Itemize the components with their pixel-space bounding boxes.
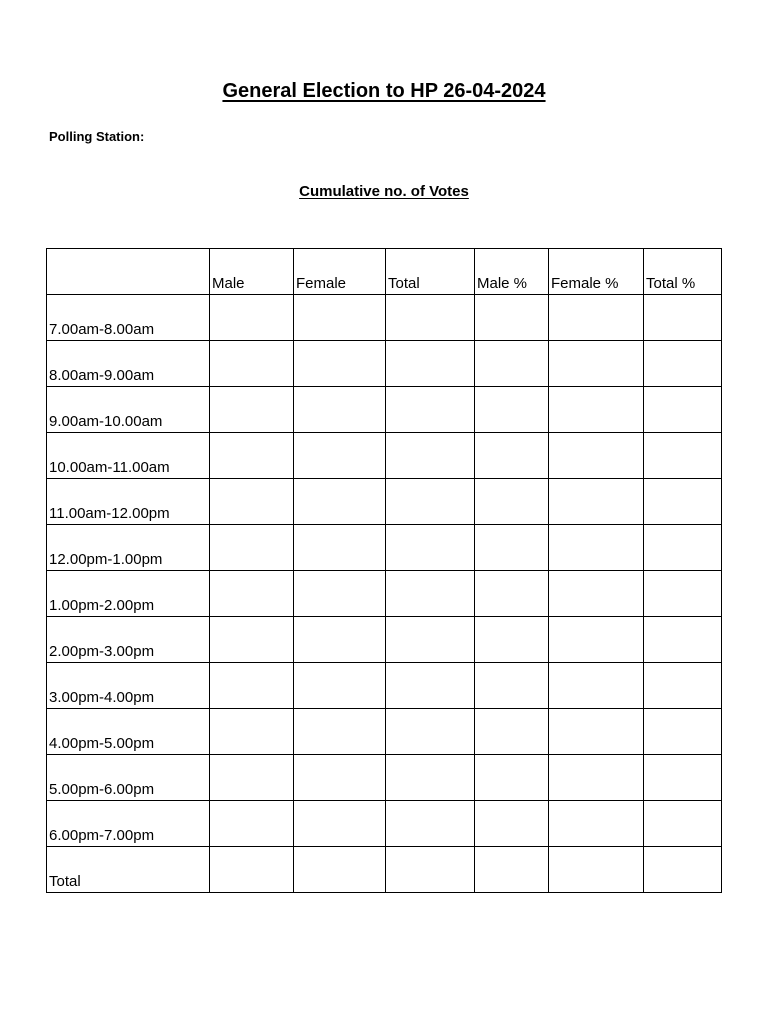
blank-entry-cell bbox=[475, 479, 549, 525]
table-row bbox=[47, 295, 722, 341]
table-row bbox=[47, 847, 722, 893]
blank-entry-cell bbox=[210, 479, 294, 525]
blank-entry-cell bbox=[386, 617, 475, 663]
blank-entry-cell bbox=[644, 847, 722, 893]
table-row bbox=[47, 617, 722, 663]
blank-entry-cell bbox=[294, 571, 386, 617]
blank-entry-cell bbox=[386, 433, 475, 479]
votes-table-body bbox=[47, 249, 722, 893]
blank-entry-cell bbox=[294, 709, 386, 755]
header-cell-total-percent: Total % bbox=[644, 249, 722, 295]
blank-entry-cell bbox=[475, 663, 549, 709]
table-row bbox=[47, 571, 722, 617]
blank-entry-cell bbox=[644, 709, 722, 755]
row-label-cell: 10.00am-11.00am bbox=[47, 433, 210, 479]
votes-table bbox=[46, 248, 722, 893]
blank-entry-cell bbox=[644, 433, 722, 479]
blank-entry-cell bbox=[644, 617, 722, 663]
blank-entry-cell bbox=[294, 755, 386, 801]
blank-entry-cell bbox=[644, 525, 722, 571]
blank-entry-cell bbox=[386, 571, 475, 617]
blank-entry-cell bbox=[644, 571, 722, 617]
table-row bbox=[47, 755, 722, 801]
blank-entry-cell bbox=[549, 387, 644, 433]
blank-entry-cell bbox=[210, 709, 294, 755]
blank-entry-cell bbox=[210, 433, 294, 479]
row-label-cell: 3.00pm-4.00pm bbox=[47, 663, 210, 709]
blank-entry-cell bbox=[549, 847, 644, 893]
blank-entry-cell bbox=[294, 525, 386, 571]
blank-entry-cell bbox=[294, 387, 386, 433]
header-cell-female-percent: Female % bbox=[549, 249, 644, 295]
blank-entry-cell bbox=[210, 387, 294, 433]
blank-entry-cell bbox=[210, 801, 294, 847]
blank-entry-cell bbox=[549, 433, 644, 479]
blank-entry-cell bbox=[210, 663, 294, 709]
blank-entry-cell bbox=[475, 295, 549, 341]
table-row bbox=[47, 479, 722, 525]
blank-entry-cell bbox=[294, 801, 386, 847]
blank-entry-cell bbox=[549, 801, 644, 847]
row-label-cell: 9.00am-10.00am bbox=[47, 387, 210, 433]
blank-entry-cell bbox=[644, 755, 722, 801]
blank-entry-cell bbox=[210, 755, 294, 801]
blank-entry-cell bbox=[386, 341, 475, 387]
polling-station-label: Polling Station: bbox=[49, 129, 145, 144]
row-label-cell: 7.00am-8.00am bbox=[47, 295, 210, 341]
header-cell-female: Female bbox=[294, 249, 386, 295]
row-label-cell: Total bbox=[47, 847, 210, 893]
row-label-cell: 2.00pm-3.00pm bbox=[47, 617, 210, 663]
blank-entry-cell bbox=[386, 663, 475, 709]
table-row bbox=[47, 525, 722, 571]
blank-entry-cell bbox=[386, 755, 475, 801]
blank-entry-cell bbox=[475, 801, 549, 847]
blank-entry-cell bbox=[294, 663, 386, 709]
blank-entry-cell bbox=[294, 479, 386, 525]
blank-entry-cell bbox=[549, 709, 644, 755]
blank-entry-cell bbox=[210, 571, 294, 617]
blank-entry-cell bbox=[475, 709, 549, 755]
table-subtitle: Cumulative no. of Votes bbox=[299, 183, 469, 200]
blank-entry-cell bbox=[549, 755, 644, 801]
header-cell-blank bbox=[47, 249, 210, 295]
table-row bbox=[47, 663, 722, 709]
blank-entry-cell bbox=[386, 295, 475, 341]
row-label-cell: 8.00am-9.00am bbox=[47, 341, 210, 387]
row-label-cell: 11.00am-12.00pm bbox=[47, 479, 210, 525]
blank-entry-cell bbox=[549, 571, 644, 617]
row-label-cell: 4.00pm-5.00pm bbox=[47, 709, 210, 755]
blank-entry-cell bbox=[549, 525, 644, 571]
blank-entry-cell bbox=[386, 847, 475, 893]
table-row bbox=[47, 709, 722, 755]
blank-entry-cell bbox=[475, 847, 549, 893]
blank-entry-cell bbox=[386, 709, 475, 755]
blank-entry-cell bbox=[475, 341, 549, 387]
blank-entry-cell bbox=[294, 295, 386, 341]
table-row bbox=[47, 801, 722, 847]
blank-entry-cell bbox=[386, 387, 475, 433]
table-row bbox=[47, 387, 722, 433]
blank-entry-cell bbox=[549, 479, 644, 525]
blank-entry-cell bbox=[549, 617, 644, 663]
blank-entry-cell bbox=[386, 801, 475, 847]
blank-entry-cell bbox=[644, 801, 722, 847]
blank-entry-cell bbox=[644, 295, 722, 341]
blank-entry-cell bbox=[210, 617, 294, 663]
blank-entry-cell bbox=[644, 663, 722, 709]
row-label-cell: 5.00pm-6.00pm bbox=[47, 755, 210, 801]
blank-entry-cell bbox=[475, 433, 549, 479]
blank-entry-cell bbox=[644, 479, 722, 525]
blank-entry-cell bbox=[475, 387, 549, 433]
table-row bbox=[47, 341, 722, 387]
blank-entry-cell bbox=[475, 525, 549, 571]
blank-entry-cell bbox=[210, 295, 294, 341]
document-title: General Election to HP 26-04-2024 bbox=[222, 80, 546, 102]
blank-entry-cell bbox=[549, 341, 644, 387]
blank-entry-cell bbox=[386, 479, 475, 525]
row-label-cell: 12.00pm-1.00pm bbox=[47, 525, 210, 571]
blank-entry-cell bbox=[475, 617, 549, 663]
table-row bbox=[47, 433, 722, 479]
blank-entry-cell bbox=[549, 663, 644, 709]
blank-entry-cell bbox=[210, 847, 294, 893]
header-cell-total: Total bbox=[386, 249, 475, 295]
blank-entry-cell bbox=[210, 525, 294, 571]
row-label-cell: 1.00pm-2.00pm bbox=[47, 571, 210, 617]
header-cell-male: Male bbox=[210, 249, 294, 295]
blank-entry-cell bbox=[475, 755, 549, 801]
row-label-cell: 6.00pm-7.00pm bbox=[47, 801, 210, 847]
blank-entry-cell bbox=[294, 847, 386, 893]
blank-entry-cell bbox=[644, 387, 722, 433]
blank-entry-cell bbox=[644, 341, 722, 387]
blank-entry-cell bbox=[294, 341, 386, 387]
blank-entry-cell bbox=[386, 525, 475, 571]
blank-entry-cell bbox=[294, 617, 386, 663]
blank-entry-cell bbox=[210, 341, 294, 387]
table-header-row bbox=[47, 249, 722, 295]
header-cell-male-percent: Male % bbox=[475, 249, 549, 295]
blank-entry-cell bbox=[294, 433, 386, 479]
blank-entry-cell bbox=[549, 295, 644, 341]
blank-entry-cell bbox=[475, 571, 549, 617]
